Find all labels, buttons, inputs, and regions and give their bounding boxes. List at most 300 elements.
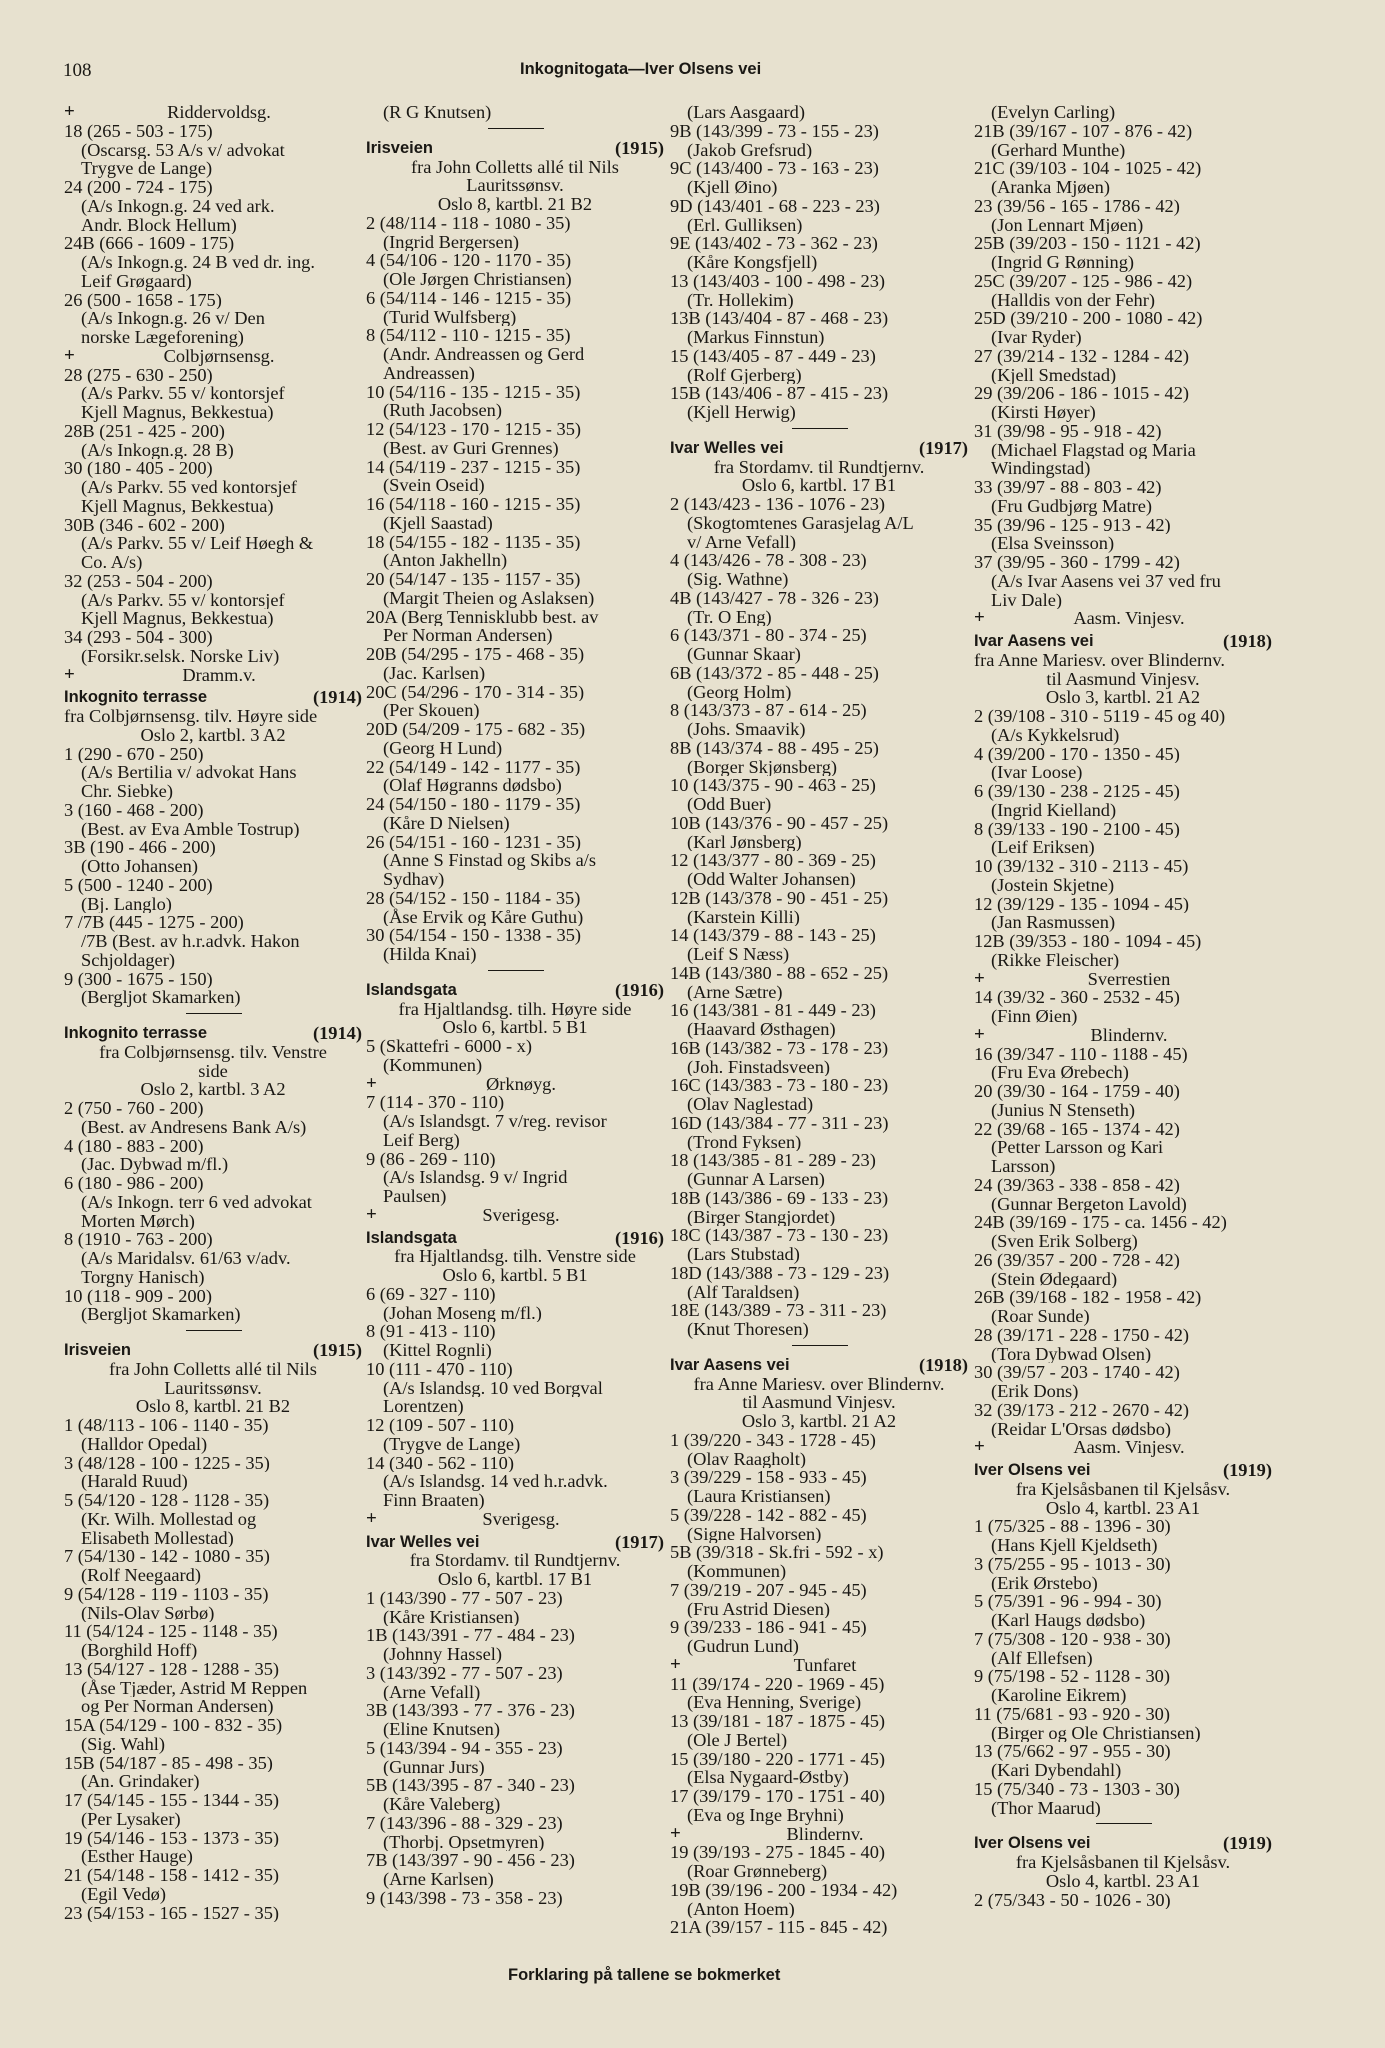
owner-line: (Rolf Gjerberg): [687, 365, 802, 385]
owner-line: Co. A/s): [81, 553, 143, 572]
address-entry: 6 (69 - 327 - 110): [366, 1284, 496, 1304]
owner-line: (A/s Islandsg. 14 ved h.r.advk.: [383, 1472, 608, 1491]
address-entry: 13 (39/181 - 187 - 1875 - 45): [670, 1712, 886, 1731]
street-description: Oslo 2, kartbl. 3 A2: [140, 724, 286, 745]
owner-line: (A/s Inkogn.g. 24 ved ark.: [81, 196, 275, 216]
section-divider: [974, 1817, 1272, 1830]
owner-line: (Borger Skjønsberg): [687, 757, 838, 777]
owner-line: (Eva Henning, Sverige): [687, 1693, 862, 1712]
owner-line: (Thor Maarud): [991, 1798, 1101, 1818]
address-entry: 18 (54/155 - 182 - 1135 - 35): [366, 532, 581, 552]
owner-line: (Gunnar Bergeton Lavold): [991, 1194, 1187, 1214]
owner-line: (Petter Larsson og Kari: [991, 1138, 1164, 1157]
street-name: Inkognito terrasse: [64, 1024, 208, 1042]
address-entry: 2 (39/108 - 310 - 5119 - 45 og 40): [974, 707, 1226, 726]
owner-line: (A/s Inkogn.g. 24 B ved dr. ing.: [81, 253, 315, 272]
owner-line: (Fru Gudbjørg Matre): [991, 496, 1153, 516]
address-entry: 20D (54/209 - 175 - 682 - 35): [366, 720, 586, 739]
address-entry: 3B (143/393 - 77 - 376 - 23): [366, 1701, 575, 1720]
street-heading: [974, 1834, 1272, 1853]
owner-line: (Karoline Eikrem): [991, 1686, 1127, 1705]
address-entry: 9B (143/399 - 73 - 155 - 23): [670, 121, 879, 141]
street-heading: [366, 981, 664, 1000]
street-description: til Aasmund Vinjesv.: [742, 1392, 896, 1413]
street-name: Irisveien: [64, 1341, 131, 1359]
cross-street-icon: +: [366, 1072, 377, 1094]
address-entry: 15 (143/405 - 87 - 449 - 23): [670, 346, 876, 366]
owner-line: (Gerhard Munthe): [991, 140, 1126, 160]
owner-line: (A/s Inkogn.g. 28 B): [81, 440, 234, 460]
owner-line: (Eva og Inge Bryhni): [687, 1805, 844, 1825]
owner-line: (Evelyn Carling): [991, 103, 1116, 122]
address-entry: 3B (190 - 466 - 200): [64, 838, 216, 857]
address-entry: 9C (143/400 - 73 - 163 - 23): [670, 159, 879, 178]
column-2: [366, 103, 664, 1908]
street-heading: [64, 688, 362, 707]
owner-line: Trygve de Lange): [81, 159, 213, 178]
address-entry: 9 (54/128 - 119 - 1103 - 35): [64, 1584, 269, 1604]
address-entry: 18C (143/387 - 73 - 130 - 23): [670, 1226, 889, 1245]
owner-line: (A/s Kykkelsrud): [991, 725, 1120, 745]
cross-street-icon: +: [366, 1203, 377, 1225]
address-entry: 18E (143/389 - 73 - 311 - 23): [670, 1301, 887, 1320]
address-entry: 28 (275 - 630 - 250): [64, 365, 213, 385]
owner-line: (Ingrid Kielland): [991, 800, 1117, 820]
cross-street-row: [366, 1203, 664, 1225]
street-heading: [670, 439, 968, 458]
owner-line: Leif Berg): [383, 1130, 460, 1150]
address-entry: 21A (39/157 - 115 - 845 - 42): [670, 1918, 888, 1937]
owner-line: (Junius N Stenseth): [991, 1100, 1136, 1120]
address-entry: 7 (75/308 - 120 - 938 - 30): [974, 1629, 1171, 1649]
owner-line: (Svein Oseid): [383, 476, 485, 495]
owner-line: (Sig. Wahl): [81, 1734, 165, 1754]
owner-line: (Anton Jakhelln): [383, 551, 508, 570]
street-index-number: (1914): [312, 687, 362, 708]
address-entry: 9E (143/402 - 73 - 362 - 23): [670, 234, 878, 253]
street-description: fra Anne Mariesv. over Blindernv.: [693, 1373, 945, 1394]
address-entry: 28 (39/171 - 228 - 1750 - 42): [974, 1325, 1190, 1345]
owner-line: (Signe Halvorsen): [687, 1524, 822, 1544]
owner-line: (Leif S Næss): [687, 945, 790, 964]
cross-street-row: [974, 1023, 1272, 1045]
address-entry: 12B (143/378 - 90 - 451 - 25): [670, 888, 889, 908]
owner-line: (Anne S Finstad og Skibs a/s: [383, 851, 597, 870]
street-name: Ivar Aasens vei: [974, 632, 1094, 650]
address-entry: 15B (143/406 - 87 - 415 - 23): [670, 384, 889, 403]
address-entry: 7 (114 - 370 - 110): [366, 1093, 505, 1112]
address-entry: 32 (39/173 - 212 - 2670 - 42): [974, 1400, 1190, 1420]
address-entry: 9 (39/233 - 186 - 941 - 45): [670, 1618, 867, 1637]
owner-line: Leif Grøgaard): [81, 271, 192, 291]
address-entry: 24B (39/169 - 175 - ca. 1456 - 42): [974, 1213, 1227, 1232]
address-entry: 19 (39/193 - 275 - 1845 - 40): [670, 1843, 886, 1862]
address-entry: 12 (109 - 507 - 110): [366, 1416, 514, 1435]
owner-line: (Rikke Fleischer): [991, 950, 1120, 970]
street-description: fra John Colletts allé til Nils: [411, 156, 619, 177]
address-entry: 14 (143/379 - 88 - 143 - 25): [670, 926, 876, 945]
address-entry: 20 (54/147 - 135 - 1157 - 35): [366, 570, 581, 589]
address-entry: 18B (143/386 - 69 - 133 - 23): [670, 1188, 889, 1208]
address-entry: 6 (180 - 986 - 200): [64, 1174, 204, 1193]
owner-line: (A/s Islandsg. 9 v/ Ingrid: [383, 1168, 568, 1187]
owner-line: (Best. av Guri Grennes): [383, 438, 559, 458]
address-entry: 2 (75/343 - 50 - 1026 - 30): [974, 1890, 1171, 1910]
address-entry: 31 (39/98 - 95 - 918 - 42): [974, 421, 1162, 441]
owner-line: (Haavard Østhagen): [687, 1020, 836, 1039]
street-description: fra Stordamv. til Rundtjernv.: [713, 456, 925, 477]
street-description: fra Stordamv. til Rundtjernv.: [409, 1550, 621, 1571]
page-number: 108: [63, 60, 92, 81]
address-entry: 19B (39/196 - 200 - 1934 - 42): [670, 1880, 898, 1900]
owner-line: (Sig. Wathne): [687, 570, 789, 589]
address-entry: 9 (86 - 269 - 110): [366, 1149, 496, 1169]
address-entry: 8 (91 - 413 - 110): [366, 1322, 496, 1341]
owner-line: (Bergljot Skamarken): [81, 1305, 241, 1324]
street-name: Islandsgata: [366, 980, 457, 999]
owner-line: (Michael Flagstad og Maria: [991, 440, 1196, 460]
owner-line: Larsson): [991, 1157, 1056, 1176]
street-description: fra Colbjørnsensg. tilv. Venstre: [99, 1041, 327, 1062]
street-description: Lauritssønsv.: [164, 1377, 262, 1398]
section-divider: [366, 964, 664, 977]
owner-line: (Rolf Neegaard): [81, 1566, 201, 1585]
owner-line: Kjell Magnus, Bekkestua): [81, 609, 274, 628]
owner-line: (Borghild Hoff): [81, 1641, 198, 1660]
owner-line: (Kr. Wilh. Mollestad og: [81, 1509, 257, 1529]
address-entry: 2 (750 - 760 - 200): [64, 1099, 204, 1118]
address-entry: 3 (39/229 - 158 - 933 - 45): [670, 1468, 867, 1487]
cross-street-name: Aasm. Vinjesv.: [1073, 1437, 1185, 1458]
column-1: [64, 103, 362, 1922]
cross-street-name: Blindernv.: [786, 1823, 864, 1844]
owner-line: (Best. av Andresens Bank A/s): [81, 1117, 307, 1137]
owner-line: (Jac. Karlsen): [383, 663, 486, 683]
owner-line: (Per Skouen): [383, 701, 480, 720]
owner-line: (Gudrun Lund): [687, 1637, 799, 1656]
address-entry: 20A (Berg Tennisklubb best. av: [366, 607, 599, 627]
owner-line: (Ingrid G Rønning): [991, 253, 1135, 272]
address-entry: 9 (143/398 - 73 - 358 - 23): [366, 1888, 563, 1908]
cross-street-name: Riddervoldsg.: [167, 102, 271, 122]
cross-street-name: Ørknøyg.: [486, 1073, 556, 1094]
owner-line: (Erl. Gulliksen): [687, 215, 803, 235]
owner-line: og Per Norman Andersen): [81, 1697, 274, 1716]
owner-line: (Hilda Knai): [383, 945, 477, 964]
owner-line: Lorentzen): [383, 1397, 464, 1416]
address-entry: 26 (39/357 - 200 - 728 - 42): [974, 1250, 1180, 1270]
owner-line: (Fru Astrid Diesen): [687, 1599, 831, 1619]
owner-line: Andr. Block Hellum): [81, 215, 237, 235]
address-entry: 34 (293 - 504 - 300): [64, 628, 213, 647]
street-index-number: (1917): [918, 437, 968, 458]
owner-line: (Forsikr.selsk. Norske Liv): [81, 646, 280, 666]
owner-line: (Odd Walter Johansen): [687, 870, 856, 889]
owner-line: (Elsa Nygaard-Østby): [687, 1768, 849, 1787]
owner-line: (A/s Parkv. 55 ved kontorsjef: [81, 478, 297, 497]
street-index-number: (1916): [614, 1227, 664, 1248]
owner-line: (Åse Ervik og Kåre Guthu): [383, 907, 584, 927]
cross-street-row: [974, 609, 1272, 628]
address-entry: 26B (39/168 - 182 - 1958 - 42): [974, 1288, 1202, 1307]
owner-line: (Tr. O Eng): [687, 607, 772, 627]
owner-line: (Gunnar Jurs): [383, 1757, 485, 1777]
owner-line: /7B (Best. av h.r.advk. Hakon: [81, 932, 300, 951]
owner-line: (A/s Inkogn.g. 26 v/ Den: [81, 309, 265, 328]
street-description: Lauritssønsv.: [466, 175, 564, 196]
owner-line: (Karl Jønsberg): [687, 832, 802, 852]
address-entry: 28B (251 - 425 - 200): [64, 421, 225, 441]
owner-line: (Elsa Sveinsson): [991, 534, 1115, 553]
address-entry: 26 (500 - 1658 - 175): [64, 290, 222, 310]
owner-line: (Best. av Eva Amble Tostrup): [81, 819, 300, 839]
owner-line: (Johan Moseng m/fl.): [383, 1303, 542, 1323]
owner-line: (Lars Aasgaard): [687, 103, 805, 122]
owner-line: (Karstein Killi): [687, 907, 800, 927]
owner-line: (Andr. Andreassen og Gerd: [383, 345, 585, 364]
address-entry: 5 (143/394 - 94 - 355 - 23): [366, 1738, 563, 1758]
owner-line: (Eline Knutsen): [383, 1720, 500, 1739]
street-description: Oslo 6, kartbl. 17 B1: [741, 475, 897, 496]
cross-street-row: [366, 1072, 664, 1094]
owner-line: (Per Lysaker): [81, 1809, 181, 1829]
owner-line: (Bj. Langlo): [81, 894, 172, 914]
cross-street-icon: +: [64, 101, 75, 122]
owner-line: (Olaf Høgranns dødsbo): [383, 776, 562, 795]
address-entry: 7 (39/219 - 207 - 945 - 45): [670, 1580, 867, 1600]
street-description: fra Colbjørnsensg. tilv. Høyre side: [64, 707, 318, 726]
address-entry: 8 (143/373 - 87 - 614 - 25): [670, 701, 867, 720]
address-entry: 5 (Skattefri - 6000 - x): [366, 1037, 532, 1056]
address-entry: 13B (143/404 - 87 - 468 - 23): [670, 309, 889, 328]
owner-line: Elisabeth Mollestad): [81, 1528, 234, 1548]
cross-street-icon: +: [974, 1023, 985, 1045]
section-divider: [64, 1007, 362, 1020]
address-entry: 14 (39/32 - 360 - 2532 - 45): [974, 988, 1180, 1007]
address-entry: 18 (143/385 - 81 - 289 - 23): [670, 1151, 876, 1170]
owner-line: (Turid Wulfsberg): [383, 307, 517, 327]
address-entry: 10 (143/375 - 90 - 463 - 25): [670, 776, 876, 795]
street-description: side: [198, 1060, 228, 1081]
owner-line: (Olav Raagholt): [687, 1449, 806, 1469]
address-entry: 29 (39/206 - 186 - 1015 - 42): [974, 384, 1190, 403]
owner-line: (Johnny Hassel): [383, 1645, 503, 1664]
address-entry: 3 (75/255 - 95 - 1013 - 30): [974, 1554, 1171, 1574]
street-index-number: (1918): [1222, 631, 1272, 651]
address-entry: 13 (75/662 - 97 - 955 - 30): [974, 1742, 1171, 1761]
owner-line: (Ole J Bertel): [687, 1730, 788, 1750]
street-description: Oslo 4, kartbl. 23 A1: [1045, 1497, 1201, 1518]
cross-street-name: Sverigesg.: [482, 1508, 560, 1529]
owner-line: (Jan Rasmussen): [991, 913, 1116, 932]
cross-street-name: Sverigesg.: [482, 1204, 560, 1225]
address-entry: 13 (54/127 - 128 - 1288 - 35): [64, 1659, 280, 1679]
address-entry: 8B (143/374 - 88 - 495 - 25): [670, 738, 879, 758]
address-entry: 24B (666 - 1609 - 175): [64, 234, 235, 253]
address-entry: 8 (1910 - 763 - 200): [64, 1230, 213, 1249]
owner-line: (Trygve de Lange): [383, 1434, 521, 1454]
address-entry: 15B (54/187 - 85 - 498 - 35): [64, 1753, 273, 1773]
address-entry: 24 (200 - 724 - 175): [64, 178, 213, 197]
owner-line: (Arne Vefall): [383, 1682, 481, 1702]
address-entry: 24 (39/363 - 338 - 858 - 42): [974, 1175, 1180, 1195]
address-entry: 7 (143/396 - 88 - 329 - 23): [366, 1813, 563, 1833]
street-description: Oslo 3, kartbl. 21 A2: [1045, 687, 1201, 708]
owner-line: (Johs. Smaavik): [687, 720, 806, 739]
address-entry: 6 (54/114 - 146 - 1215 - 35): [366, 288, 572, 308]
address-entry: 10 (54/116 - 135 - 1215 - 35): [366, 382, 581, 402]
address-entry: 27 (39/214 - 132 - 1284 - 42): [974, 346, 1190, 366]
section-divider: [670, 422, 968, 435]
address-entry: 21B (39/167 - 107 - 876 - 42): [974, 121, 1193, 141]
street-description: til Aasmund Vinjesv.: [1046, 668, 1200, 689]
owner-line: (Odd Buer): [687, 795, 772, 814]
owner-line: (Kåre D Nielsen): [383, 813, 510, 833]
owner-line: (Roar Sunde): [991, 1307, 1090, 1326]
owner-line: Sydhav): [383, 870, 445, 889]
address-entry: 20 (39/30 - 164 - 1759 - 40): [974, 1082, 1180, 1101]
cross-street-row: [670, 1822, 968, 1844]
address-entry: 25C (39/207 - 125 - 986 - 42): [974, 271, 1193, 291]
address-entry: 3 (143/392 - 77 - 507 - 23): [366, 1663, 563, 1683]
street-name: Inkognito terrasse: [64, 688, 208, 707]
owner-line: (Erik Ørstebo): [991, 1573, 1098, 1593]
cross-street-name: Dramm.v.: [182, 664, 256, 685]
owner-line: Finn Braaten): [383, 1491, 485, 1510]
owner-line: (Kjell Saastad): [383, 513, 493, 533]
street-index-number: (1915): [312, 1340, 362, 1360]
cross-street-row: [64, 663, 362, 685]
address-entry: 25B (39/203 - 150 - 1121 - 42): [974, 234, 1201, 253]
owner-line: Kjell Magnus, Bekkestua): [81, 403, 274, 422]
address-entry: 32 (253 - 504 - 200): [64, 571, 213, 591]
street-heading: [366, 1533, 664, 1552]
owner-line: (An. Grindaker): [81, 1772, 200, 1791]
street-name: Irisveien: [366, 138, 433, 157]
street-heading: [64, 1024, 362, 1043]
owner-line: Liv Dale): [991, 590, 1062, 610]
address-entry: 6 (39/130 - 238 - 2125 - 45): [974, 782, 1180, 801]
owner-line: (Sven Erik Solberg): [991, 1232, 1138, 1251]
owner-line: (A/s Parkv. 55 v/ kontorsjef: [81, 384, 285, 403]
cross-street-icon: +: [64, 663, 75, 685]
street-name: Ivar Welles vei: [670, 438, 784, 457]
owner-line: (Birger Stangjordet): [687, 1207, 836, 1227]
cross-street-name: Sverrestien: [1087, 968, 1171, 989]
street-name: Ivar Welles vei: [366, 1532, 480, 1551]
address-entry: 4 (143/426 - 78 - 308 - 23): [670, 551, 867, 570]
section-divider: [670, 1339, 968, 1352]
address-entry: 3 (48/128 - 100 - 1225 - 35): [64, 1453, 270, 1473]
owner-line: (Nils-Olav Sørbø): [81, 1603, 215, 1623]
owner-line: (Gunnar Skaar): [687, 645, 801, 664]
address-entry: 37 (39/95 - 360 - 1799 - 42): [974, 553, 1180, 572]
street-description: fra Hjaltlandsg. tilh. Høyre side: [398, 998, 632, 1019]
address-entry: 30 (180 - 405 - 200): [64, 459, 213, 478]
owner-line: (Laura Kristiansen): [687, 1487, 831, 1506]
owner-line: Kjell Magnus, Bekkestua): [81, 496, 274, 516]
street-heading: [64, 1341, 362, 1360]
address-entry: 15A (54/129 - 100 - 832 - 35): [64, 1716, 283, 1735]
street-description: fra Kjelsåsbanen til Kjelsåsv.: [1015, 1478, 1231, 1499]
address-entry: 22 (39/68 - 165 - 1374 - 42): [974, 1119, 1180, 1139]
owner-line: (Egil Vedø): [81, 1884, 166, 1904]
address-entry: 8 (39/133 - 190 - 2100 - 45): [974, 819, 1180, 839]
owner-line: (Kari Dybendahl): [991, 1761, 1122, 1780]
cross-street-icon: +: [974, 1436, 985, 1458]
owner-line: v/ Arne Vefall): [687, 532, 796, 552]
owner-line: (Arne Sætre): [687, 982, 783, 1002]
address-entry: 21C (39/103 - 104 - 1025 - 42): [974, 159, 1202, 178]
address-entry: 22 (54/149 - 142 - 1177 - 35): [366, 757, 581, 777]
cross-street-icon: +: [670, 1822, 681, 1844]
owner-line: (Ruth Jacobsen): [383, 401, 503, 420]
cross-street-row: [974, 1438, 1272, 1457]
owner-line: (Aranka Mjøen): [991, 178, 1110, 197]
owner-line: (Leif Eriksen): [991, 838, 1095, 857]
address-entry: 15 (39/180 - 220 - 1771 - 45): [670, 1749, 886, 1769]
owner-line: (Anton Hoem): [687, 1899, 795, 1919]
owner-line: (Kjell Øino): [687, 178, 778, 197]
owner-line: (Jon Lennart Mjøen): [991, 215, 1144, 235]
owner-line: Per Norman Andersen): [383, 626, 553, 645]
owner-line: (Kjell Smedstad): [991, 365, 1117, 385]
owner-line: (Alf Ellefsen): [991, 1648, 1093, 1668]
address-entry: 1 (143/390 - 77 - 507 - 23): [366, 1588, 563, 1608]
address-entry: 33 (39/97 - 88 - 803 - 42): [974, 478, 1162, 497]
cross-street-name: Colbjørnsensg.: [163, 345, 275, 366]
owner-line: Windingstad): [991, 459, 1091, 478]
address-entry: 20B (54/295 - 175 - 468 - 35): [366, 645, 585, 664]
owner-line: (Karl Haugs dødsbo): [991, 1611, 1146, 1630]
street-name: Iver Olsens vei: [974, 1461, 1091, 1479]
address-entry: 4 (39/200 - 170 - 1350 - 45): [974, 744, 1180, 764]
street-index-number: (1919): [1222, 1460, 1272, 1480]
cross-street-row: [670, 1653, 968, 1675]
address-entry: 4B (143/427 - 78 - 326 - 23): [670, 588, 879, 608]
address-entry: 15 (75/340 - 73 - 1303 - 30): [974, 1779, 1180, 1799]
street-description: Oslo 8, kartbl. 21 B2: [135, 1396, 291, 1417]
address-entry: 14 (340 - 562 - 110): [366, 1453, 514, 1473]
owner-line: Chr. Siebke): [81, 782, 173, 801]
owner-line: (Gunnar A Larsen): [687, 1170, 825, 1189]
street-heading: [974, 1461, 1272, 1480]
address-entry: 30 (39/57 - 203 - 1740 - 42): [974, 1363, 1180, 1382]
owner-line: (Arne Karlsen): [383, 1870, 494, 1889]
owner-line: (Ole Jørgen Christiansen): [383, 270, 572, 289]
footer-note: Forklaring på tallene se bokmerket: [508, 1966, 781, 1984]
street-heading: [366, 139, 664, 158]
owner-line: (Joh. Finstadsveen): [687, 1057, 831, 1077]
street-description: fra John Colletts allé til Nils: [109, 1358, 317, 1379]
owner-line: (Georg H Lund): [383, 738, 503, 758]
address-entry: 10 (111 - 470 - 110): [366, 1359, 513, 1379]
address-entry: 9 (300 - 1675 - 150): [64, 969, 213, 989]
address-entry: 25D (39/210 - 200 - 1080 - 42): [974, 309, 1203, 328]
column-4: [974, 103, 1272, 1909]
owner-line: (Halldis von der Fehr): [991, 290, 1155, 310]
section-divider: [366, 122, 664, 135]
address-entry: 1B (143/391 - 77 - 484 - 23): [366, 1626, 575, 1645]
owner-line: (Hans Kjell Kjeldseth): [991, 1536, 1158, 1555]
street-description: Oslo 6, kartbl. 17 B1: [437, 1569, 593, 1589]
address-entry: 26 (54/151 - 160 - 1231 - 35): [366, 832, 582, 852]
street-description: fra Kjelsåsbanen til Kjelsåsv.: [1015, 1852, 1231, 1872]
cross-street-row: [974, 967, 1272, 989]
street-index-number: (1917): [614, 1531, 664, 1552]
address-entry: 21 (54/148 - 158 - 1412 - 35): [64, 1866, 280, 1885]
owner-line: (A/s Islandsgt. 7 v/reg. revisor: [383, 1112, 607, 1131]
